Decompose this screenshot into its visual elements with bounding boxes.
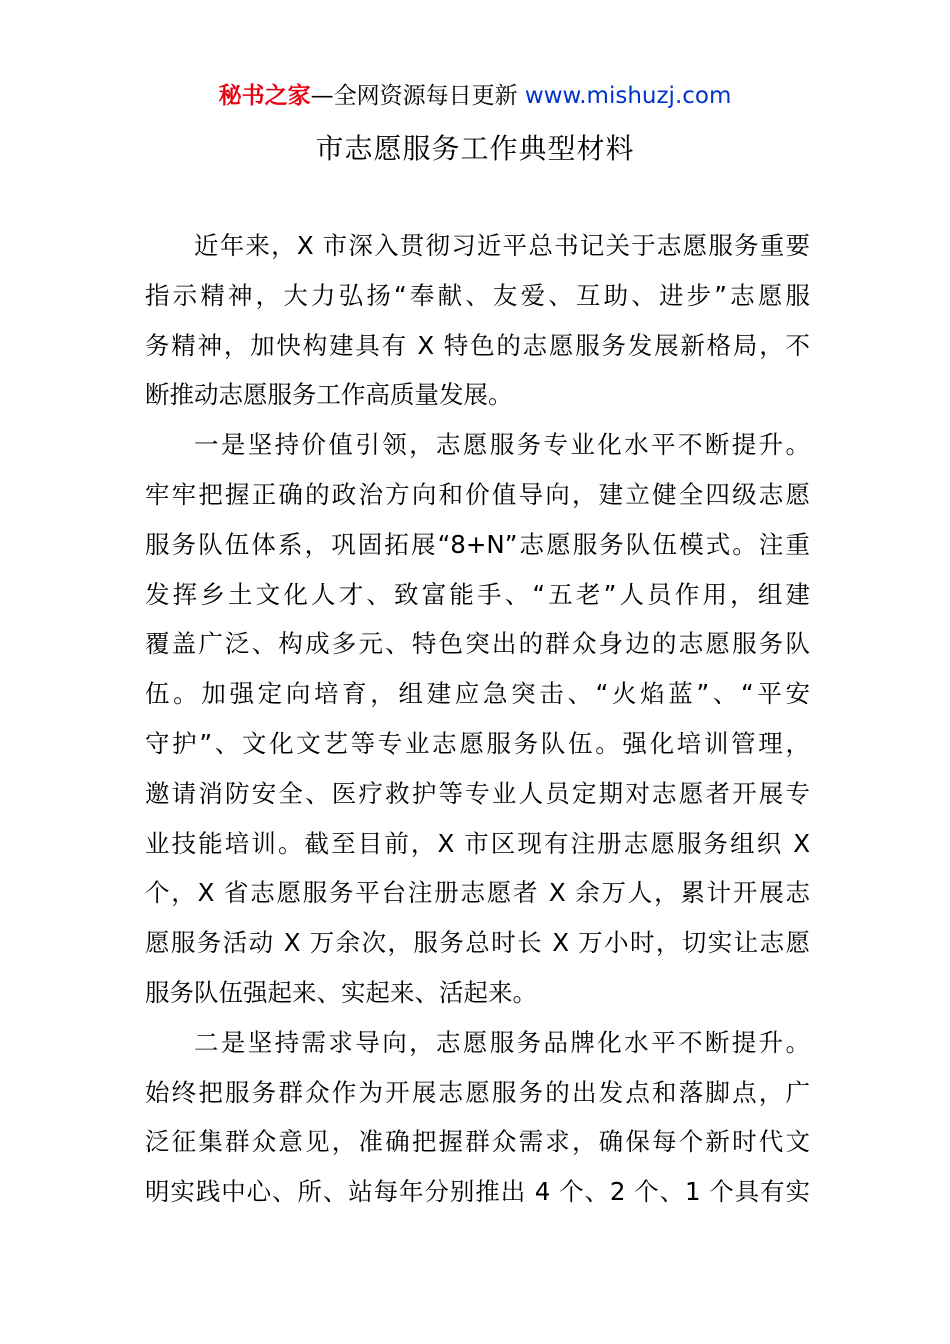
paragraph-line: 指示精神，大力弘扬“奉献、友爱、互助、进步”志愿服 bbox=[145, 280, 810, 310]
paragraph-line: 个，X 省志愿服务平台注册志愿者 X 余万人，累计开展志 bbox=[145, 878, 810, 908]
site-url-link[interactable]: www.mishuzj.com bbox=[524, 83, 732, 109]
paragraph-line: 牢牢把握正确的政治方向和价值导向，建立健全四级志愿 bbox=[145, 479, 810, 509]
document-title: 市志愿服务工作典型材料 bbox=[315, 132, 635, 165]
paragraph-line: 近年来，X 市深入贯彻习近平总书记关于志愿服务重要 bbox=[194, 231, 810, 260]
site-slogan: —全网资源每日更新 bbox=[310, 83, 525, 109]
paragraph-line: 务精神，加快构建具有 X 特色的志愿服务发展新格局，不 bbox=[145, 330, 810, 360]
paragraph-line: 始终把服务群众作为开展志愿服务的出发点和落脚点，广 bbox=[145, 1077, 810, 1107]
site-brand: 秘书之家 bbox=[218, 83, 311, 109]
paragraph-line: 服务队伍强起来、实起来、活起来。 bbox=[145, 977, 537, 1007]
site-header bbox=[0, 80, 950, 112]
document-body bbox=[145, 221, 810, 1217]
paragraph-line: 明实践中心、所、站每年分别推出 4 个、2 个、1 个具有实 bbox=[145, 1177, 810, 1207]
paragraph-line: 伍。加强定向培育，组建应急突击、“火焰蓝”、“平安 bbox=[145, 679, 810, 709]
paragraph-line: 一是坚持价值引领，志愿服务专业化水平不断提升。 bbox=[194, 430, 810, 460]
paragraph-line: 断推动志愿服务工作高质量发展。 bbox=[145, 380, 513, 410]
paragraph-line: 愿服务活动 X 万余次，服务总时长 X 万小时，切实让志愿 bbox=[145, 928, 810, 958]
paragraph-line: 服务队伍体系，巩固拓展“8+N”志愿服务队伍模式。注重 bbox=[145, 529, 810, 559]
paragraph-line: 发挥乡土文化人才、致富能手、“五老”人员作用，组建 bbox=[145, 579, 810, 609]
paragraph-line: 业技能培训。截至目前，X 市区现有注册志愿服务组织 X bbox=[145, 828, 810, 858]
paragraph-line: 邀请消防安全、医疗救护等专业人员定期对志愿者开展专 bbox=[145, 778, 810, 808]
paragraph-line: 二是坚持需求导向，志愿服务品牌化水平不断提升。 bbox=[194, 1027, 810, 1057]
paragraph-line: 守护”、文化文艺等专业志愿服务队伍。强化培训管理， bbox=[145, 728, 810, 758]
paragraph-line: 泛征集群众意见，准确把握群众需求，确保每个新时代文 bbox=[145, 1127, 810, 1157]
paragraph-line: 覆盖广泛、构成多元、特色突出的群众身边的志愿服务队 bbox=[145, 629, 810, 659]
